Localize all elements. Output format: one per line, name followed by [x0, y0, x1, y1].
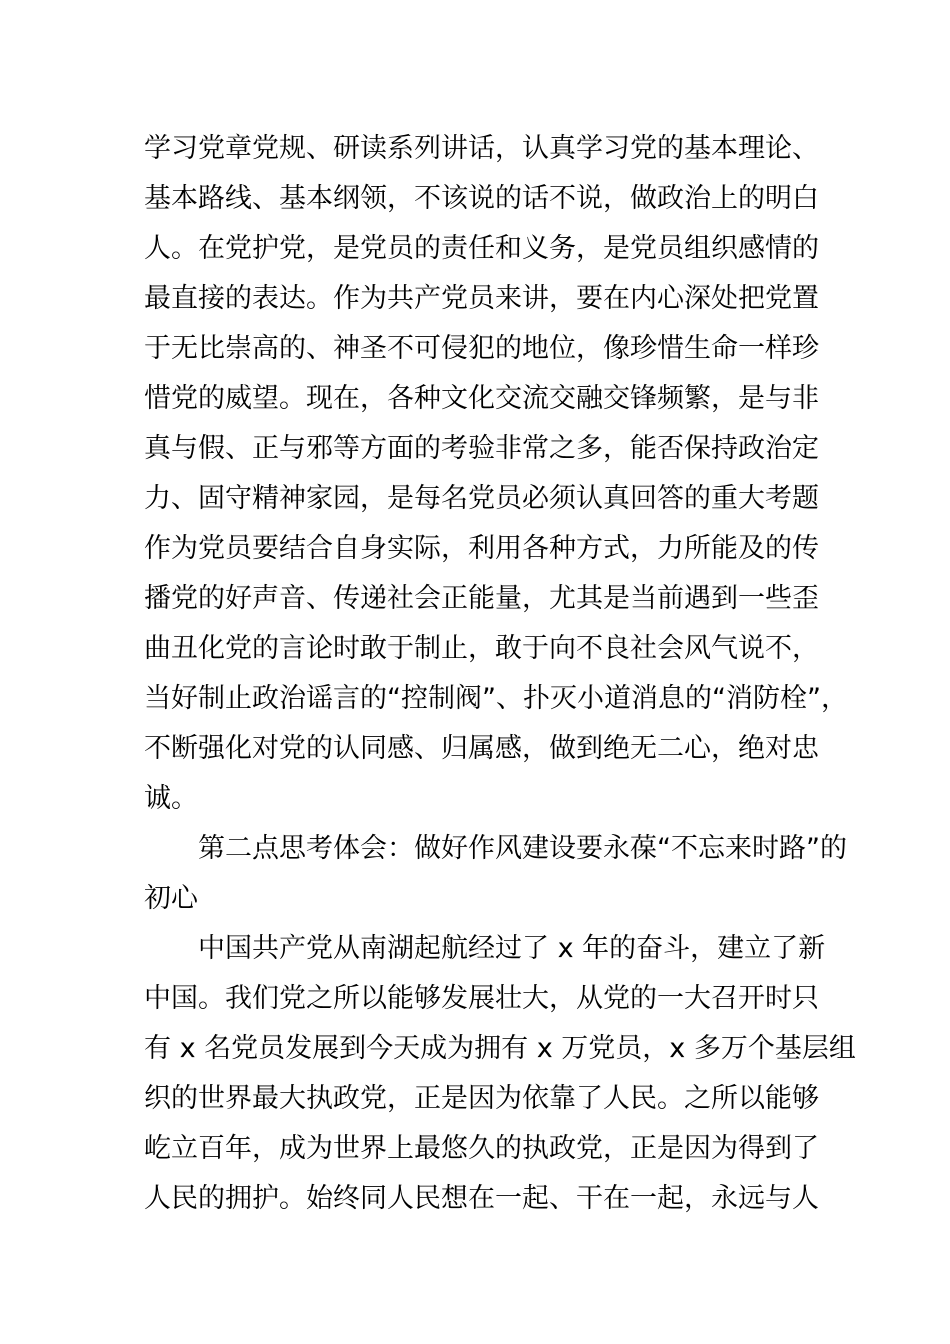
text-line: 织的世界最大执政党，正是因为依靠了人民。之所以能够: [144, 1083, 819, 1114]
text-line: 曲丑化党的言论时敢于制止，敢于向不良社会风气说不，: [144, 633, 819, 664]
text-line: 力、固守精神家园，是每名党员必须认真回答的重大考题: [144, 483, 819, 514]
text-line: 作为党员要结合自身实际，利用各种方式，力所能及的传: [144, 533, 819, 564]
text-line: 真与假、正与邪等方面的考验非常之多，能否保持政治定: [144, 433, 819, 464]
text-line: 当好制止政治谣言的“控制阀”、扑灭小道消息的“消防栓”，: [144, 683, 848, 714]
body-text: [144, 124, 856, 1224]
text-line: 最直接的表达。作为共产党员来讲，要在内心深处把党置: [144, 283, 819, 314]
text-line: 屹立百年，成为世界上最悠久的执政党，正是因为得到了: [144, 1133, 819, 1164]
text-line: 诚。: [144, 783, 198, 814]
text-line: 惜党的威望。现在，各种文化交流交融交锋频繁，是与非: [144, 383, 819, 414]
text-line: 人民的拥护。始终同人民想在一起、干在一起，永远与人: [144, 1183, 819, 1214]
text-line: 基本路线、基本纲领，不该说的话不说，做政治上的明白: [144, 183, 819, 214]
text-line: 不断强化对党的认同感、归属感，做到绝无二心，绝对忠: [144, 733, 819, 764]
text-line: 有 x 名党员发展到今天成为拥有 x 万党员，x 多万个基层组: [144, 1033, 856, 1064]
text-line: 于无比崇高的、神圣不可侵犯的地位，像珍惜生命一样珍: [144, 333, 819, 364]
text-line: 人。在党护党，是党员的责任和义务，是党员组织感情的: [144, 233, 819, 264]
section-heading-line: 初心: [144, 883, 198, 914]
text-line: 播党的好声音、传递社会正能量，尤其是当前遇到一些歪: [144, 583, 819, 614]
text-line: 学习党章党规、研读系列讲话，认真学习党的基本理论、: [144, 133, 819, 164]
section-heading-line: 第二点思考体会：做好作风建设要永葆“不忘来时路”的: [198, 833, 847, 864]
text-line: 中国共产党从南湖起航经过了 x 年的奋斗，建立了新: [198, 933, 826, 964]
text-line: 中国。我们党之所以能够发展壮大，从党的一大召开时只: [144, 983, 819, 1014]
